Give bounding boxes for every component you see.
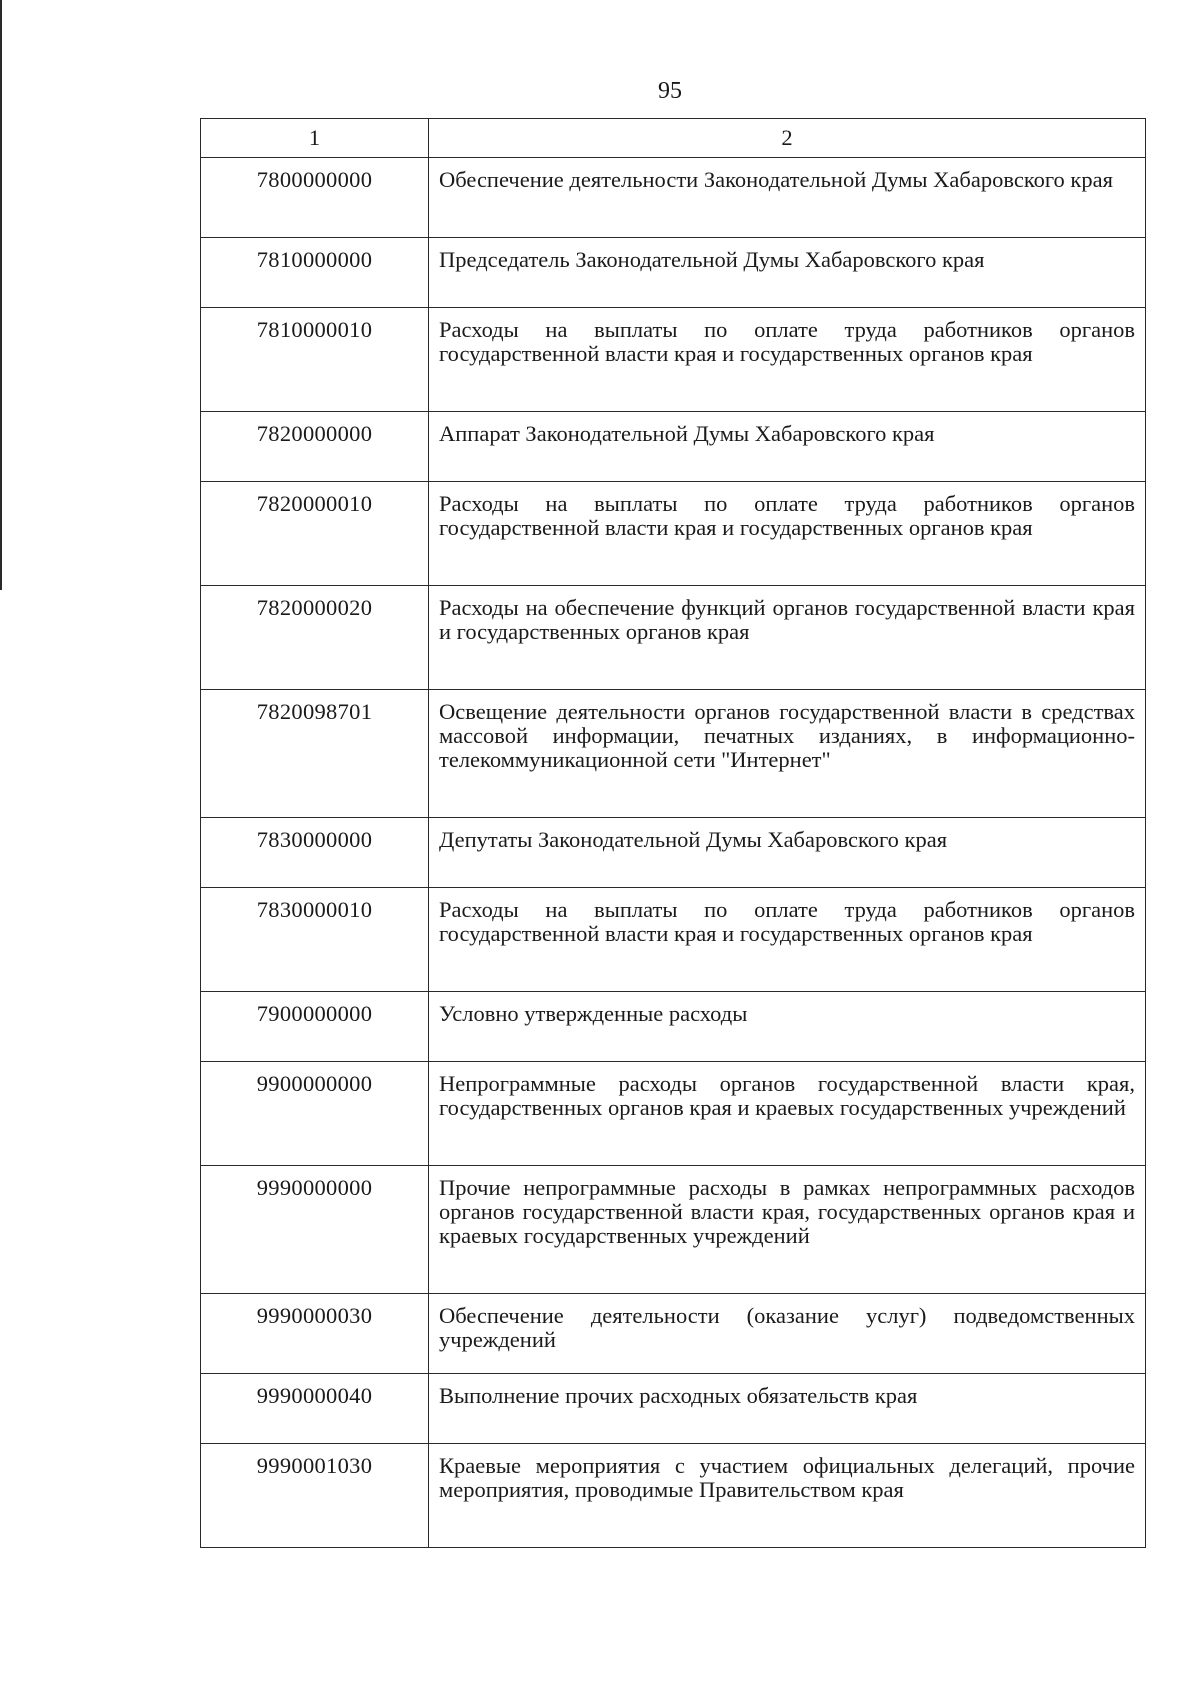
row-code: 9990000030 <box>201 1294 429 1374</box>
row-description: Расходы на выплаты по оплате труда работников органов государственной власти края и государственных органов края <box>429 888 1146 992</box>
row-description: Председатель Законодательной Думы Хабаровского края <box>429 238 1146 308</box>
row-code: 7900000000 <box>201 992 429 1062</box>
row-code: 7810000010 <box>201 308 429 412</box>
row-description: Непрограммные расходы органов государственной власти края, государственных органов края и краевых государственных учреждений <box>429 1062 1146 1166</box>
row-description: Расходы на обеспечение функций органов государственной власти края и государственных органов края <box>429 586 1146 690</box>
table-row <box>201 586 1146 690</box>
row-code: 9990001030 <box>201 1444 429 1548</box>
row-code: 7800000000 <box>201 158 429 238</box>
table-row <box>201 1062 1146 1166</box>
table-row <box>201 238 1146 308</box>
row-code: 7820000000 <box>201 412 429 482</box>
table-row <box>201 158 1146 238</box>
row-code: 7830000010 <box>201 888 429 992</box>
row-description: Освещение деятельности органов государственной власти в средствах массовой информации, печатных изданиях, в информационно-телекоммуникационной сети "Интернет" <box>429 690 1146 818</box>
row-code: 7820000020 <box>201 586 429 690</box>
row-code: 9990000040 <box>201 1374 429 1444</box>
row-description: Расходы на выплаты по оплате труда работников органов государственной власти края и государственных органов края <box>429 308 1146 412</box>
table-row <box>201 1444 1146 1548</box>
table-row <box>201 992 1146 1062</box>
page-number: 95 <box>658 78 682 104</box>
row-description: Аппарат Законодательной Думы Хабаровского края <box>429 412 1146 482</box>
table-row <box>201 818 1146 888</box>
budget-code-table <box>200 118 1146 1548</box>
row-description: Депутаты Законодательной Думы Хабаровского края <box>429 818 1146 888</box>
row-description: Прочие непрограммные расходы в рамках непрограммных расходов органов государственной власти края, государственных органов края и краевых государственных учреждений <box>429 1166 1146 1294</box>
table-row <box>201 308 1146 412</box>
row-description: Обеспечение деятельности (оказание услуг) подведомственных учреждений <box>429 1294 1146 1374</box>
column-header-description: 2 <box>429 119 1146 158</box>
row-code: 7830000000 <box>201 818 429 888</box>
row-code: 9990000000 <box>201 1166 429 1294</box>
table-row <box>201 1374 1146 1444</box>
table-row <box>201 1166 1146 1294</box>
table-header-row <box>201 119 1146 158</box>
table-row <box>201 690 1146 818</box>
row-description: Краевые мероприятия с участием официальных делегаций, прочие мероприятия, проводимые Правительством края <box>429 1444 1146 1548</box>
row-code: 9900000000 <box>201 1062 429 1166</box>
row-code: 7810000000 <box>201 238 429 308</box>
row-description: Обеспечение деятельности Законодательной Думы Хабаровского края <box>429 158 1146 238</box>
row-description: Условно утвержденные расходы <box>429 992 1146 1062</box>
table-row <box>201 412 1146 482</box>
row-description: Выполнение прочих расходных обязательств края <box>429 1374 1146 1444</box>
table-row <box>201 888 1146 992</box>
table-row <box>201 482 1146 586</box>
row-description: Расходы на выплаты по оплате труда работников органов государственной власти края и государственных органов края <box>429 482 1146 586</box>
column-header-code: 1 <box>201 119 429 158</box>
row-code: 7820098701 <box>201 690 429 818</box>
left-margin-rule <box>0 0 2 590</box>
row-code: 7820000010 <box>201 482 429 586</box>
table-row <box>201 1294 1146 1374</box>
table-body <box>201 158 1146 1548</box>
